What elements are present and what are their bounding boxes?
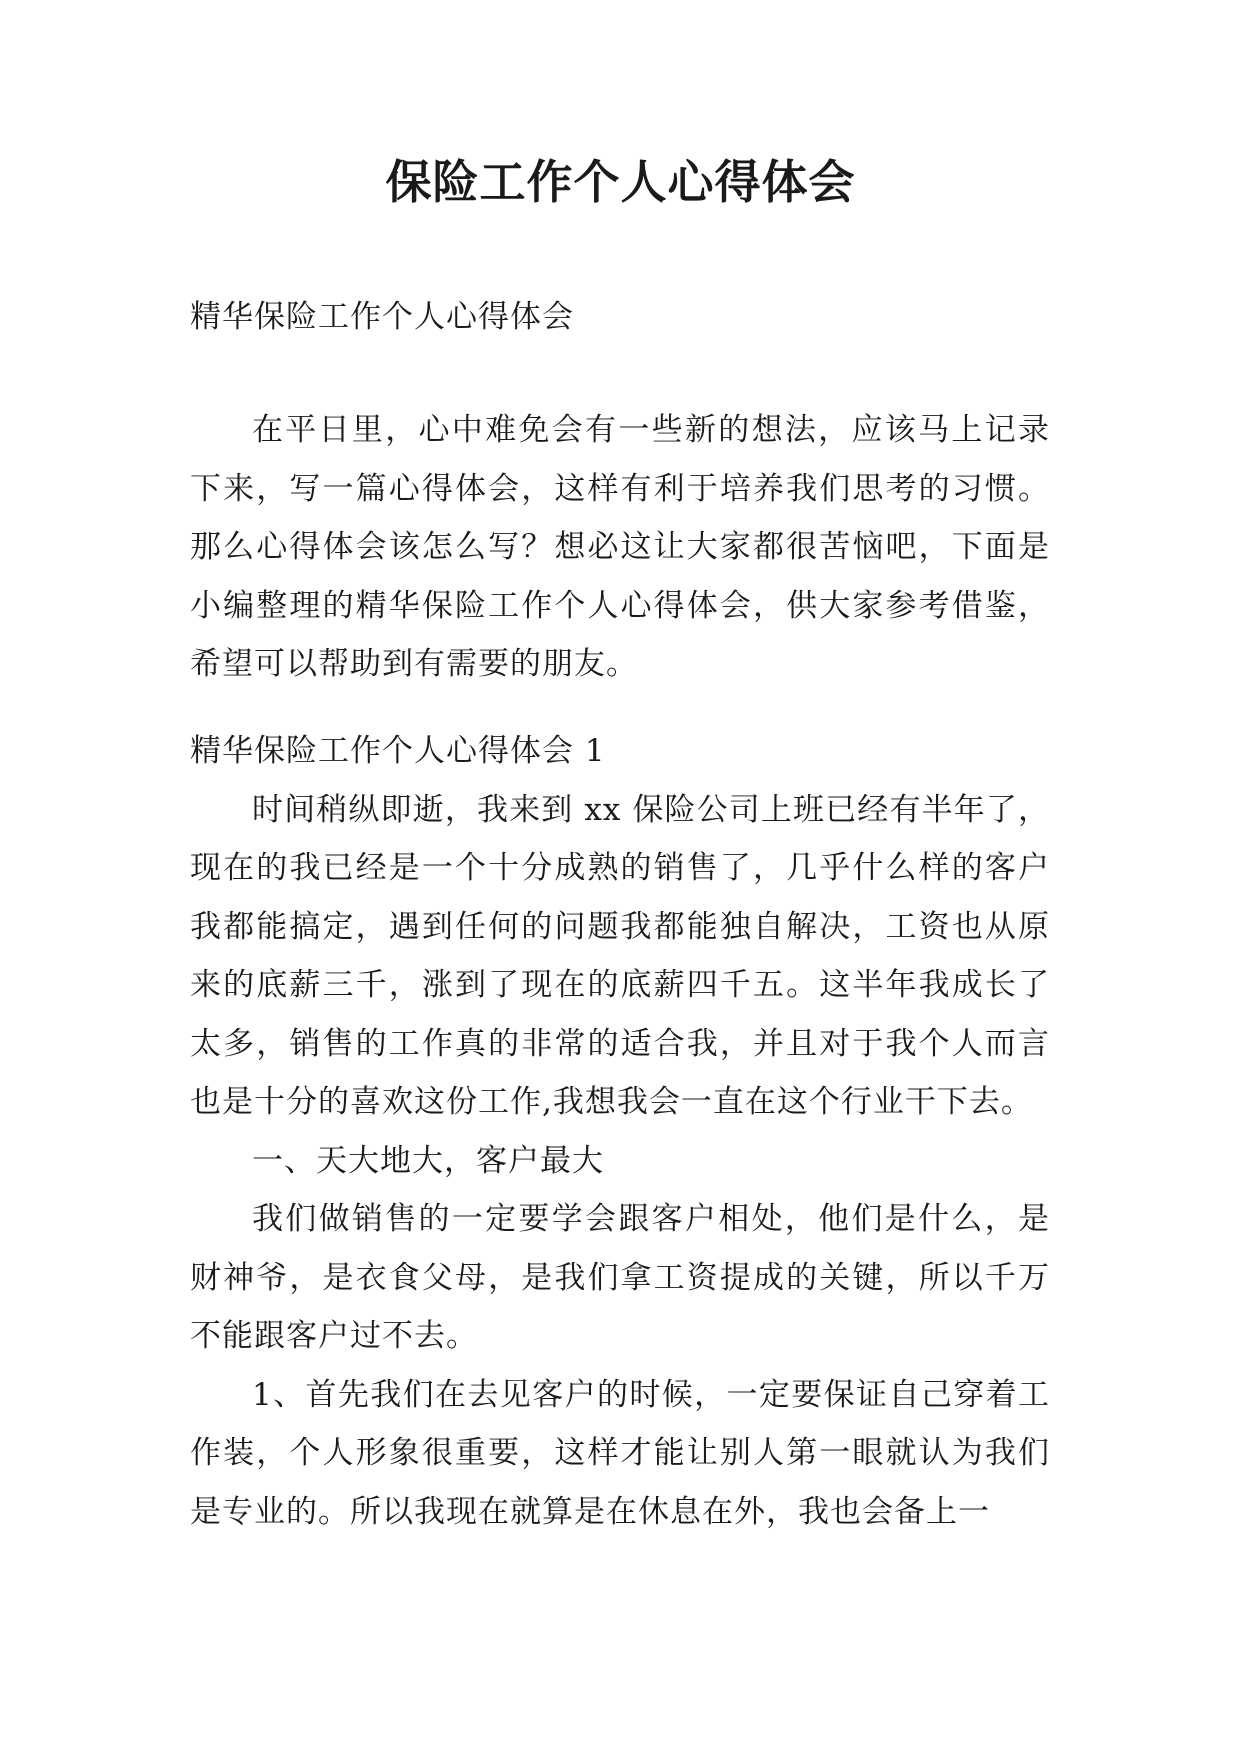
intro-paragraph: 在平日里，心中难免会有一些新的想法，应该马上记录下来，写一篇心得体会，这样有利于培养我们思考的习惯。那么心得体会该怎么写？想必这让大家都很苦恼吧，下面是小编整理的精华保险工作个人心得体会，供大家参考借鉴，希望可以帮助到有需要的朋友。: [190, 412, 1050, 682]
intro-section: [190, 401, 1050, 694]
paragraph-2-heading: 一、天大地大，客户最大: [252, 1142, 604, 1179]
section-1: [190, 722, 1050, 1541]
section-1-heading: 精华保险工作个人心得体会 1: [190, 733, 606, 769]
paragraph-1: 时间稍纵即逝，我来到 xx 保险公司上班已经有半年了，现在的我已经是一个十分成熟的销售了，几乎什么样的客户我都能搞定，遇到任何的问题我都能独自解决，工资也从原来的底薪三千，涨到了现在的底薪四千五。这半年我成长了太多，销售的工作真的非常的适合我，并且对于我个人而言也是十分的喜欢这份工作,我想我会一直在这个行业干下去。: [190, 791, 1050, 1120]
paragraph-4: 1、首先我们在去见客户的时候，一定要保证自己穿着工作装，个人形象很重要，这样才能让别人第一眼就认为我们是专业的。所以我现在就算是在休息在外，我也会备上一: [190, 1376, 1050, 1530]
subtitle-text: 精华保险工作个人心得体会: [190, 299, 574, 335]
paragraph-3: 我们做销售的一定要学会跟客户相处，他们是什么，是财神爷，是衣食父母，是我们拿工资提成的关键，所以千万不能跟客户过不去。: [190, 1201, 1050, 1354]
document-title: 保险工作个人心得体会: [385, 155, 856, 209]
document-subtitle: [190, 288, 1050, 347]
